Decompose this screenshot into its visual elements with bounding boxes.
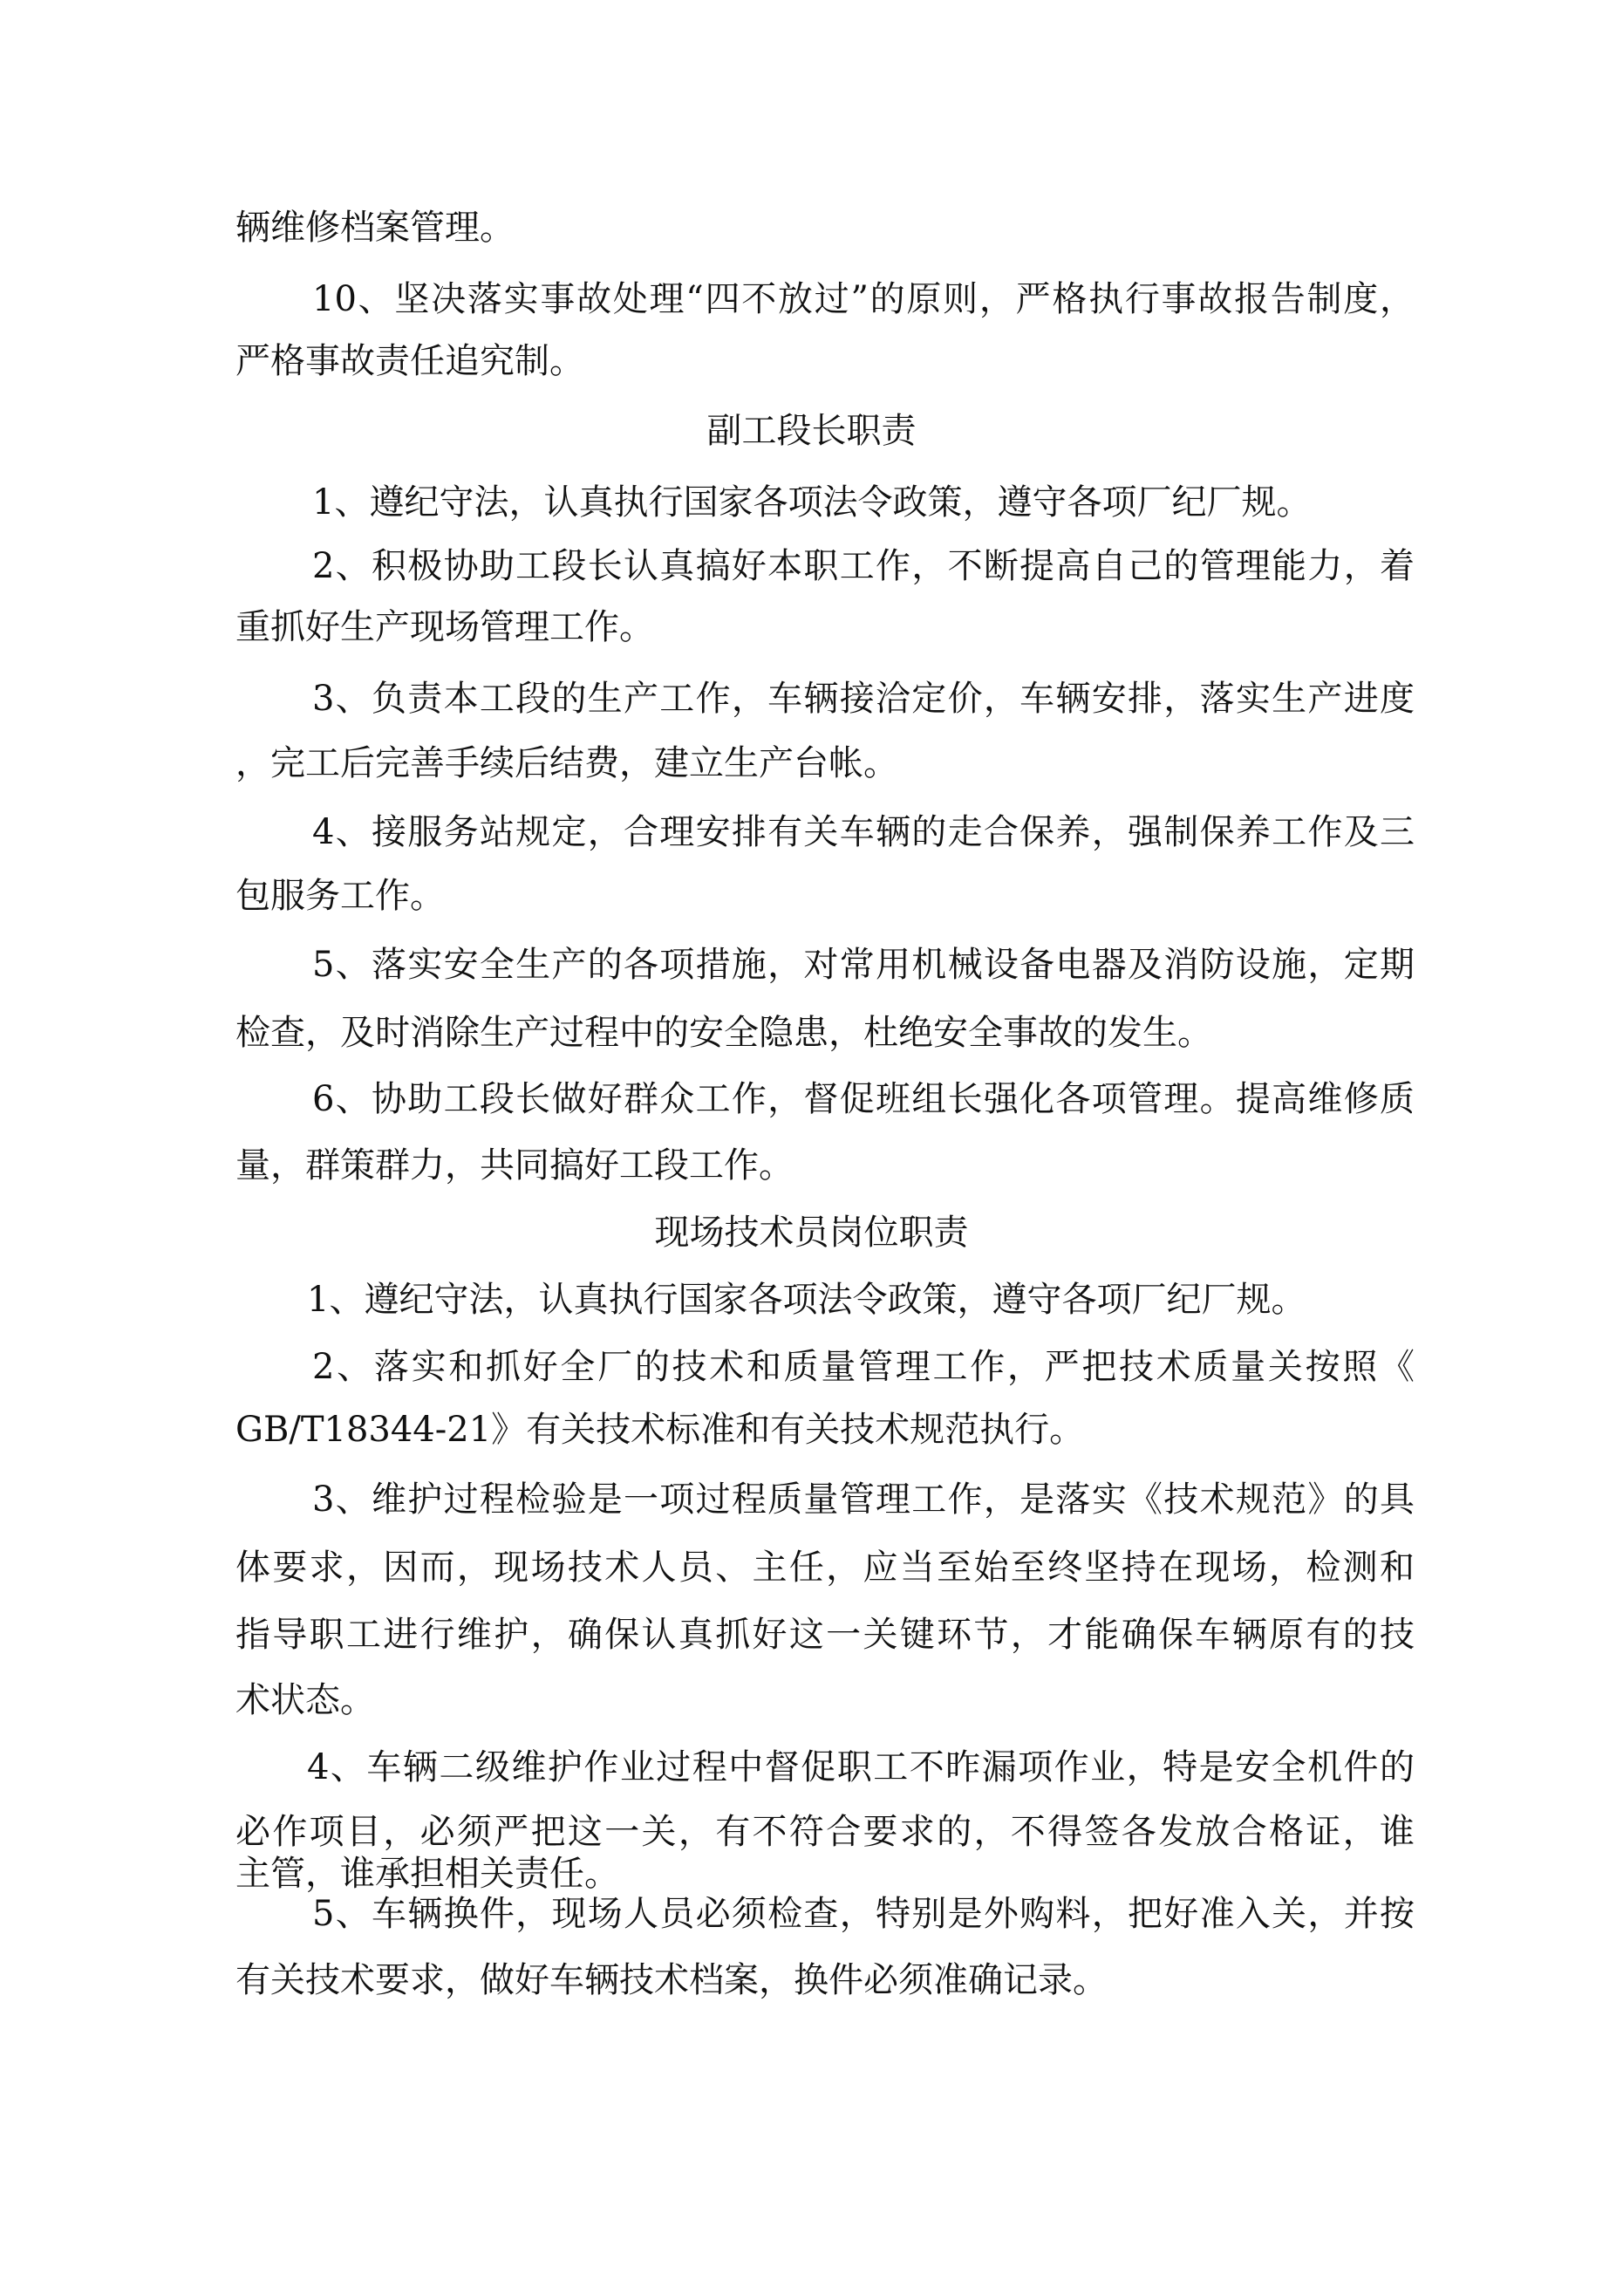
text-line	[0, 1007, 1623, 1059]
list-item-continuation: 检查，及时消除生产过程中的安全隐患，杜绝安全事故的发生。	[235, 1013, 1212, 1053]
list-item-continuation: 重抓好生产现场管理工作。	[235, 607, 654, 647]
list-item: 2、落实和抓好全厂的技术和质量管理工作，严把技术质量关按照《	[312, 1347, 1415, 1387]
section-heading: 现场技术员岗位职责	[654, 1213, 969, 1253]
list-item: 4、车辆二级维护作业过程中督促职工不昨漏项作业，特是安全机件的	[307, 1747, 1415, 1787]
list-item: 4、接服务站规定，合理安排有关车辆的走合保养，强制保养工作及三	[312, 812, 1415, 852]
text-line	[0, 1274, 1623, 1326]
text-line	[0, 476, 1623, 529]
text-line	[0, 405, 1623, 457]
text-line	[0, 1888, 1623, 1940]
list-item-continuation: 术状态。	[235, 1680, 375, 1720]
list-item: 6、协助工段长做好群众工作，督促班组长强化各项管理。提高维修质	[312, 1079, 1415, 1119]
list-item-continuation: 必作项目，必须严把这一关，有不符合要求的，不得签各发放合格证，谁	[235, 1812, 1415, 1852]
list-item-continuation: 主管，谁承担相关责任。	[235, 1854, 619, 1894]
section-heading: 副工段长职责	[706, 411, 917, 451]
text-line	[0, 737, 1623, 789]
list-item: 3、负责本工段的生产工作，车辆接洽定价，车辆安排，落实生产进度	[312, 679, 1415, 719]
text-line	[0, 1341, 1623, 1393]
text-line	[0, 335, 1623, 387]
text-line	[0, 806, 1623, 858]
item-10: 10、坚决落实事故处理“四不放过”的原则，严格执行事故报告制度，	[312, 279, 1415, 319]
text-line	[0, 1741, 1623, 1794]
text-line	[0, 540, 1623, 592]
text-line	[0, 1206, 1623, 1259]
list-item-continuation: 有关技术要求，做好车辆技术档案，换件必须准确记录。	[235, 1960, 1108, 2000]
text-line	[0, 1954, 1623, 2006]
list-item: 5、车辆换件，现场人员必须检查，特别是外购料，把好准入关，并按	[312, 1894, 1415, 1934]
text-line	[0, 601, 1623, 653]
item-10-continuation: 严格事故责任追究制。	[235, 341, 584, 381]
text-line	[0, 273, 1623, 325]
text-line	[0, 1674, 1623, 1726]
text-line	[0, 939, 1623, 991]
list-item-continuation: GB/T18344-21》有关技术标准和有关技术规范执行。	[235, 1410, 1085, 1450]
list-item: 1、遵纪守法，认真执行国家各项法令政策，遵守各项厂纪厂规。	[307, 1280, 1306, 1320]
text-line	[0, 1139, 1623, 1192]
list-item: 1、遵纪守法，认真执行国家各项法令政策，遵守各项厂纪厂规。	[312, 482, 1312, 523]
text-line	[0, 1541, 1623, 1594]
list-item: 5、落实安全生产的各项措施，对常用机械设备电器及消防设施，定期	[312, 945, 1415, 985]
list-item: 2、积极协助工段长认真搞好本职工作，不断提高自己的管理能力，着	[312, 546, 1415, 586]
text-line	[0, 1609, 1623, 1661]
list-item-continuation: 指导职工进行维护，确保认真抓好这一关键环节，才能确保车辆原有的技	[235, 1615, 1415, 1655]
text-line	[0, 870, 1623, 922]
text-line	[0, 1404, 1623, 1456]
text-line	[0, 673, 1623, 725]
list-item: 3、维护过程检验是一项过程质量管理工作，是落实《技术规范》的具	[312, 1479, 1415, 1520]
text-line	[0, 202, 1623, 254]
list-item-continuation: 量，群策群力，共同搞好工段工作。	[235, 1145, 794, 1186]
text-line	[0, 1473, 1623, 1526]
paragraph-continuation: 辆维修档案管理。	[235, 208, 515, 248]
list-item-continuation: 体要求，因而，现场技术人员、主任，应当至始至终坚持在现场，检测和	[235, 1548, 1415, 1588]
text-line	[0, 1073, 1623, 1125]
list-item-continuation: ，完工后完善手续后结费，建立生产台帐。	[235, 743, 898, 783]
list-item-continuation: 包服务工作。	[235, 876, 445, 916]
